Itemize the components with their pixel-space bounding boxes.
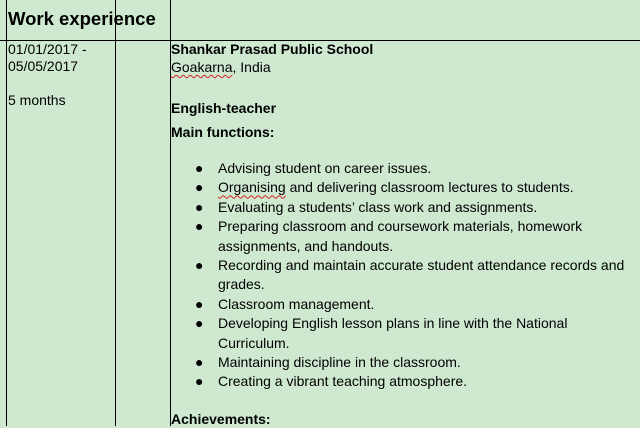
duty-line: grades. [218, 276, 265, 293]
bullet-icon: ● [195, 257, 204, 274]
duties-list [171, 159, 640, 392]
duty-line: Curriculum. [218, 334, 290, 351]
duty-line: assignments, and handouts. [218, 237, 394, 254]
duty-item [171, 353, 640, 372]
location-country: , India [232, 59, 271, 75]
job-title: English-teacher [171, 100, 277, 116]
employment-duration: 5 months [8, 92, 66, 108]
bullet-icon: ● [195, 373, 204, 390]
duty-line: Maintaining discipline in the classroom. [218, 354, 461, 371]
bullet-icon: ● [195, 354, 204, 371]
duty-item [171, 295, 640, 314]
duty-item [171, 256, 640, 295]
duty-line: Organising and delivering classroom lectures to students. [218, 179, 574, 196]
employer-name: Shankar Prasad Public School [171, 41, 374, 57]
section-title: Work experience [8, 8, 156, 29]
bullet-icon: ● [195, 179, 204, 196]
bullet-icon: ● [195, 315, 204, 332]
bullet-icon: ● [195, 295, 204, 312]
duty-line: Developing English lesson plans in line with the National [218, 315, 568, 332]
date-from: 01/01/2017 - [8, 41, 87, 57]
duty-line: Preparing classroom and coursework materials, homework [218, 218, 583, 235]
table-border-middle [115, 0, 116, 426]
duty-line: Recording and maintain accurate student attendance records and [218, 257, 625, 274]
employment-dates [8, 41, 87, 75]
employer-location [171, 58, 640, 77]
table-border-left [6, 0, 7, 426]
bullet-icon: ● [195, 160, 204, 176]
duty-item [171, 198, 640, 217]
duty-item [171, 178, 640, 197]
duty-item [171, 217, 640, 256]
date-to: 05/05/2017 [8, 58, 79, 74]
achievements-label: Achievements: [171, 410, 271, 427]
location-city: Goakarna [171, 59, 233, 75]
duty-item [171, 159, 640, 178]
main-functions-label: Main functions: [171, 124, 275, 140]
duty-item [171, 372, 640, 391]
bullet-icon: ● [195, 198, 204, 215]
duty-line: Creating a vibrant teaching atmosphere. [218, 373, 468, 390]
duty-line: Evaluating a students’ class work and assignments. [218, 198, 538, 215]
bullet-icon: ● [195, 218, 204, 235]
job-details [171, 41, 640, 428]
duty-item [171, 314, 640, 353]
duty-line: Advising student on career issues. [218, 160, 432, 176]
duty-line: Classroom management. [218, 295, 375, 312]
